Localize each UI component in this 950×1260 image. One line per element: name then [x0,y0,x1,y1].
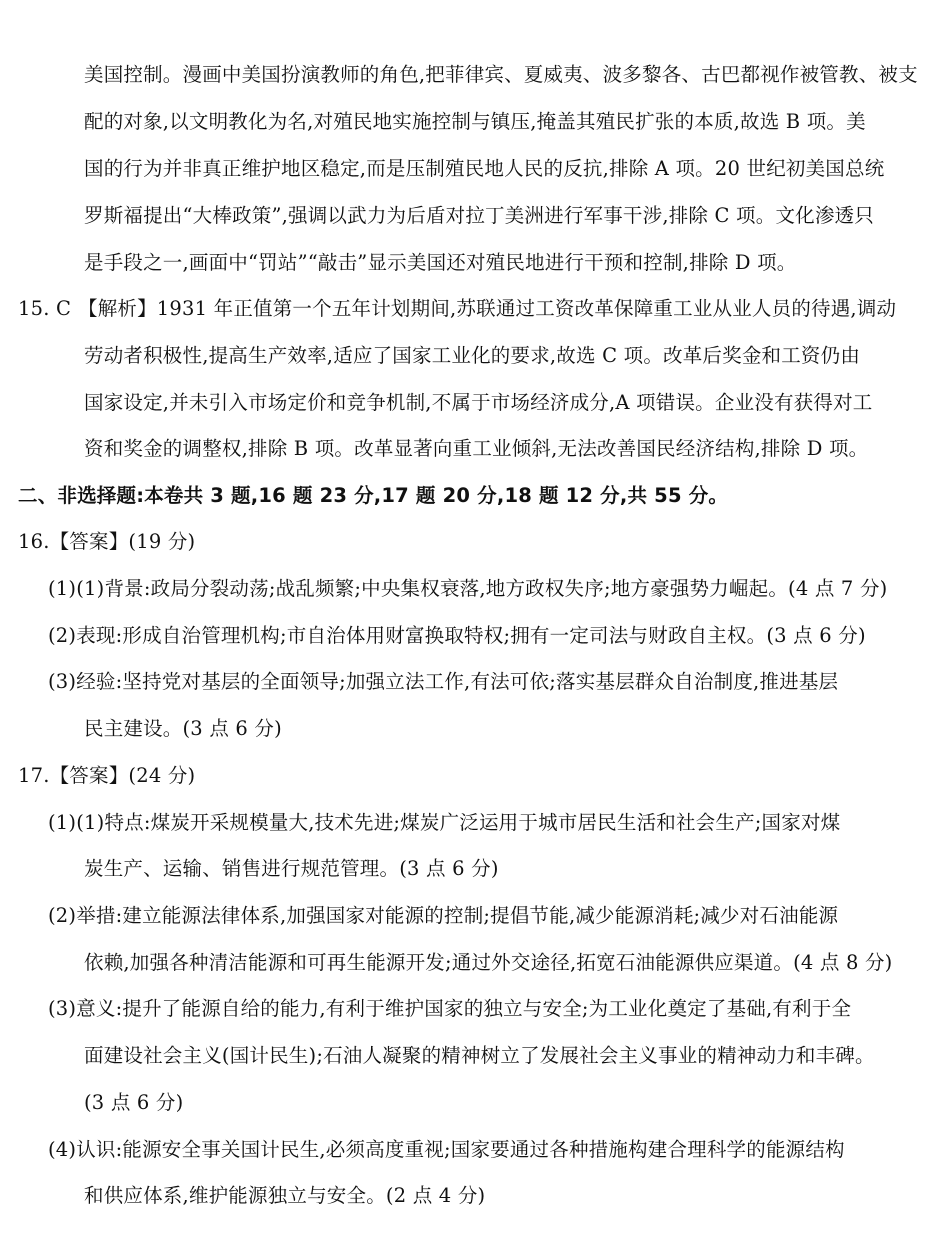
q16-part-3-line-2: 民主建设。(3 点 6 分) [84,717,282,740]
q17-part-2-line-2: 依赖,加强各种清洁能源和可再生能源开发;通过外交途径,拓宽石油能源供应渠道。(4 点 8 分) [84,951,893,974]
q17-part-1-line-2: 炭生产、运输、销售进行规范管理。(3 点 6 分) [84,857,499,880]
q17-part-3-line-1: (3)意义:提升了能源自给的能力,有利于维护国家的独立与安全;为工业化奠定了基础,有利于全 [48,997,852,1020]
q17-part-3-line-2: 面建设社会主义(国计民生);石油人凝聚的精神树立了发展社会主义事业的精神动力和丰碑。 [84,1044,875,1067]
q16-part-3-line-1: (3)经验:坚持党对基层的全面领导;加强立法工作,有法可依;落实基层群众自治制度,推进基层 [48,670,839,693]
q17-header: 17.【答案】(24 分) [18,764,196,787]
section-2-heading: 二、非选择题:本卷共 3 题,16 题 23 分,17 题 20 分,18 题 12 分,共 55 分。 [18,484,729,507]
q15-number: 15. C [18,297,72,320]
q14-text-line-4: 罗斯福提出“大棒政策”,强调以武力为后盾对拉丁美洲进行军事干涉,排除 C 项。文化渗透只 [84,204,874,227]
q14-text-line-5: 是手段之一,画面中“罚站”“敲击”显示美国还对殖民地进行干预和控制,排除 D 项。 [84,251,797,274]
q16-header: 16.【答案】(19 分) [18,530,196,553]
q14-text-line-1: 美国控制。漫画中美国扮演教师的角色,把菲律宾、夏威夷、波多黎各、古巴都视作被管教、被支 [84,63,918,86]
q17-part-1-line-1: (1)(1)特点:煤炭开采规模量大,技术先进;煤炭广泛运用于城市居民生活和社会生产;国家对煤 [48,811,841,834]
q15-text-line-4: 资和奖金的调整权,排除 B 项。改革显著向重工业倾斜,无法改善国民经济结构,排除 D 项。 [84,437,869,460]
q14-text-line-3: 国的行为并非真正维护地区稳定,而是压制殖民地人民的反抗,排除 A 项。20 世纪初美国总统 [84,157,885,180]
q16-part-1: (1)(1)背景:政局分裂动荡;战乱频繁;中央集权衰落,地方政权失序;地方豪强势力崛起。(4 点 7 分) [48,577,888,600]
q16-part-2: (2)表现:形成自治管理机构;市自治体用财富换取特权;拥有一定司法与财政自主权。(3 点 6 分) [48,624,866,647]
q17-part-4-line-1: (4)认识:能源安全事关国计民生,必须高度重视;国家要通过各种措施构建合理科学的能源结构 [48,1138,845,1161]
q15-text-line-2: 劳动者积极性,提高生产效率,适应了国家工业化的要求,故选 C 项。改革后奖金和工资仍由 [84,344,861,367]
q17-part-4-line-2: 和供应体系,维护能源独立与安全。(2 点 4 分) [84,1184,486,1207]
q17-part-2-line-1: (2)举措:建立能源法律体系,加强国家对能源的控制;提倡节能,减少能源消耗;减少对石油能源 [48,904,839,927]
q15-text-line-3: 国家设定,并未引入市场定价和竞争机制,不属于市场经济成分,A 项错误。企业没有获得对工 [84,391,873,414]
q15-text-line-1: 【解析】1931 年正值第一个五年计划期间,苏联通过工资改革保障重工业从业人员的待遇,调动 [78,297,897,320]
q14-text-line-2: 配的对象,以文明教化为名,对殖民地实施控制与镇压,掩盖其殖民扩张的本质,故选 B 项。美 [84,110,866,133]
q17-part-3-line-3: (3 点 6 分) [84,1091,184,1114]
